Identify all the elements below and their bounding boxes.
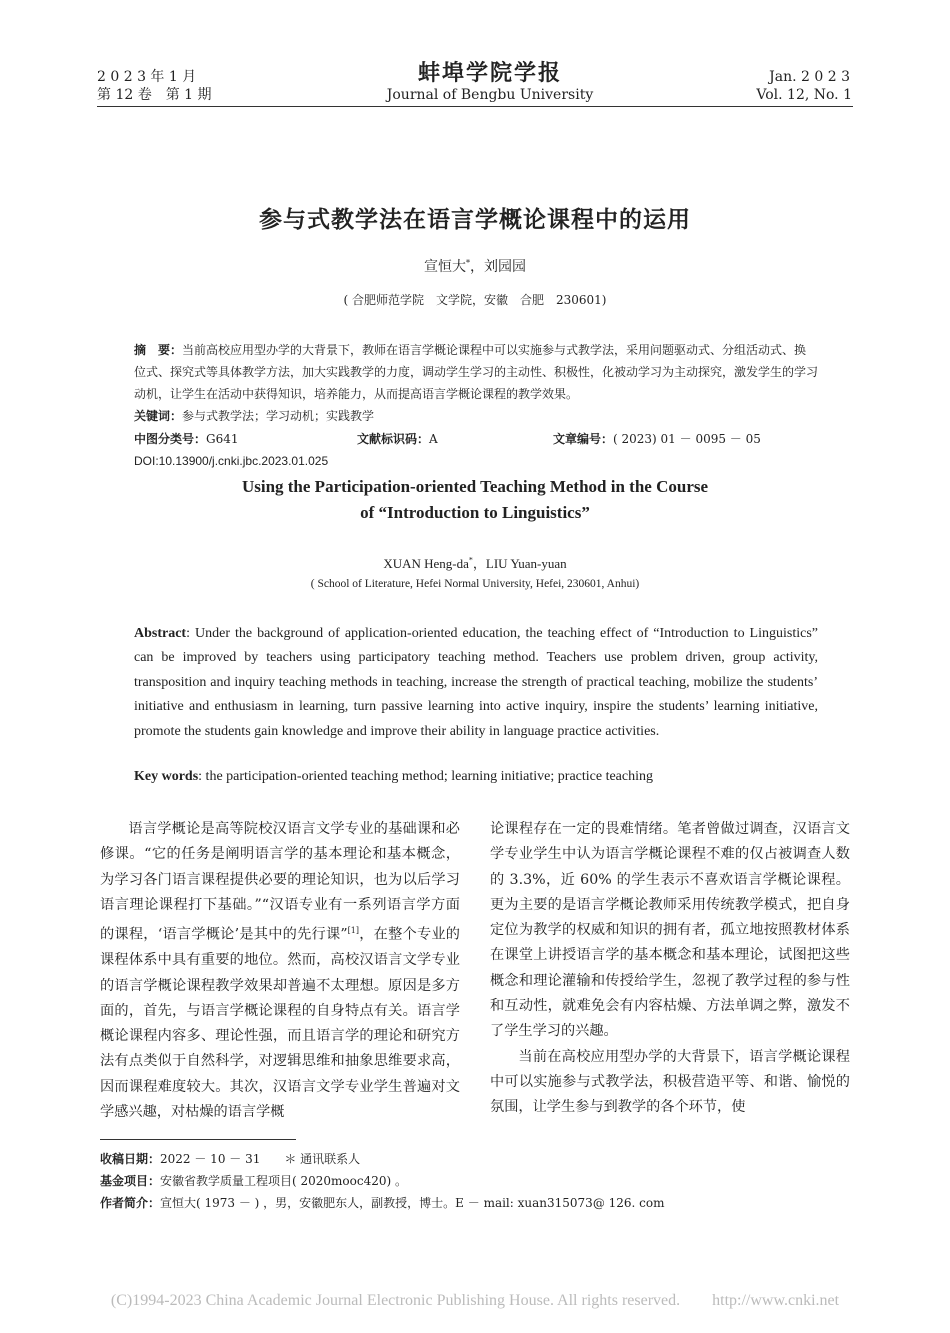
header-volume-en: Vol. 12, No. 1 [756, 87, 852, 103]
article-number-field [553, 428, 761, 450]
header-date-cn: 2 0 2 3 年 1 月 [97, 69, 197, 85]
received-label: 收稿日期： [100, 1152, 161, 1166]
paper-title-en [160, 474, 790, 526]
clc-field [134, 428, 239, 450]
abstract-en [134, 622, 818, 744]
affiliation-cn: ( 合肥师范学院 文学院，安徽 合肥 230601) [343, 293, 607, 307]
body-paragraph: 论课程存在一定的畏难情绪。笔者曾做过调查，汉语言文学专业学生中认为语言学概论课程不难的仅占被调查人数的 3.3%，近 60% 的学生表示不喜欢语言学概论课程。更为主要的是语言学概论教师采用传统教学模式，把自身定位为教学的权威和知识的拥有者，孤立地按照教材体系在课堂上讲授语言学的基本概念和基本理论，试图把这些概念和理论灌输和传授给学生，忽视了教学过程的参与性和互动性，就难免会有内容枯燥、方法单调之弊，激发不了学生学习的兴趣。 [490, 821, 850, 1040]
abstract-cn-text: 当前高校应用型办学的大背景下，教师在语言学概论课程中可以实施参与式教学法，采用问题驱动式、分组活动式、换位式、探究式等具体教学方法，加大实践教学的力度，调动学生学习的主动性、积极性，化被动学习为主动探究，激发学生的学习动机，让学生在活动中获得知识，培养能力，从而提高语言学概论课程的教学效果。 [134, 343, 819, 401]
abstract-en-text: : Under the background of application-oriented education, the teaching effect of “Introduction to Linguistics” can be improved by teachers using participatory teaching method. Teachers use problem driven, group activity, transposition and inquiry teaching methods in teaching, increase the strength of practical teaching, mobilize the students’ initiative and enthusiasm in learning, turn passive learning into active inquiry, inspire the students’ learning initiative, promote the students gain knowledge and improve their ability in language practice activities. [134, 626, 818, 739]
clc-value: G641 [206, 432, 239, 446]
header-volume-cn: 第 12 卷 第 1 期 [97, 87, 212, 103]
body-right-column [490, 817, 850, 1121]
body-paragraph [100, 817, 460, 1125]
body-text: 语言学概论是高等院校汉语言文学专业的基础课和必修课。“它的任务是阐明语言学的基本理论和基本概念，为学习各门语言课程提供必要的理论知识，也为以后学习语言理论课程打下基础。”“汉语专业有一系列语言学方面的课程，‘语言学概论’是其中的先行课” [100, 821, 460, 943]
footnote-author [100, 1194, 665, 1211]
clc-label: 中图分类号： [134, 432, 207, 446]
authors-en [0, 553, 950, 572]
author-name-cn-2: ，刘园园 [470, 259, 526, 275]
authors-cn [0, 256, 950, 276]
received-value: 2022 － 10 － 31 ＊ 通讯联系人 [160, 1152, 361, 1166]
corresponding-mark: * [466, 258, 470, 268]
paper-title-cn: 参与式教学法在语言学概论课程中的运用 [259, 207, 691, 233]
keywords-cn-text: 参与式教学法；学习动机；实践教学 [182, 409, 375, 423]
keywords-cn-label: 关键词： [134, 409, 183, 423]
keywords-en [134, 769, 818, 785]
body-paragraph: 当前在高校应用型办学的大背景下，语言学概论课程中可以实施参与式教学法，积极营造平等、和谐、愉悦的氛围，让学生参与到教学的各个环节，使 [490, 1048, 850, 1116]
author-bio-label: 作者简介： [100, 1196, 161, 1210]
author-bio-value: 宣恒大( 1973 － ) ，男，安徽肥东人，副教授，博士。E － mail: xuan315073@ 126. com [160, 1196, 665, 1210]
citation-ref: [1] [347, 926, 359, 936]
doi: DOI:10.13900/j.cnki.jbc.2023.01.025 [134, 454, 329, 468]
paper-title-en-line1: Using the Participation-oriented Teaching Method in the Course [241, 477, 709, 496]
corresponding-mark-en: * [468, 555, 473, 565]
abstract-en-label: Abstract [134, 626, 187, 641]
fund-value: 安徽省教学质量工程项目( 2020mooc420) 。 [160, 1174, 408, 1188]
doc-code-value: A [429, 432, 438, 446]
header-rule [97, 106, 853, 107]
doc-code-label: 文献标识码： [357, 432, 430, 446]
author-name-en: XUAN Heng-da [383, 556, 469, 571]
copyright-notice: (C)1994-2023 China Academic Journal Electronic Publishing House. All rights reserved. http://www.cnki.net [110, 1292, 840, 1309]
article-number-label: 文章编号： [553, 432, 614, 446]
body-left-column [100, 817, 460, 1125]
article-number-value: ( 2023) 01 － 0095 － 05 [613, 432, 761, 446]
keywords-en-label: Key words [134, 769, 199, 784]
paper-title-en-line2: of “Introduction to Linguistics” [360, 503, 590, 522]
author-name-cn: 宣恒大 [424, 259, 466, 275]
abstract-cn-label: 摘 要： [134, 343, 183, 357]
footnote-rule [100, 1139, 296, 1140]
doc-code-field [357, 428, 438, 450]
author-name-en-2: ，LIU Yuan-yuan [472, 556, 567, 571]
journal-name-en: Journal of Bengbu University [386, 87, 594, 103]
keywords-cn [134, 405, 818, 427]
body-text: ，在整个专业的课程体系中具有重要的地位。然而，高校汉语言文学专业的语言学概论课程教学效果却普遍不太理想。原因是多方面的，首先，与语言学概论课程的自身特点有关。语言学概论课程内容多、理论性强，而且语言学的理论和研究方法有点类似于自然科学，对逻辑思维和抽象思维要求高，因而课程难度较大。其次，汉语言文学专业学生普遍对文学感兴趣，对枯燥的语言学概 [100, 926, 460, 1120]
journal-name-cn: 蚌埠学院学报 [417, 61, 562, 86]
footnote-fund [100, 1172, 407, 1189]
header-date-en: Jan. 2 0 2 3 [769, 69, 850, 85]
keywords-en-text: : the participation-oriented teaching method; learning initiative; practice teaching [198, 769, 653, 784]
fund-label: 基金项目： [100, 1174, 161, 1188]
abstract-cn [134, 339, 818, 405]
affiliation-en: ( School of Literature, Hefei Normal University, Hefei, 230601, Anhui) [310, 578, 640, 590]
footnote-received [100, 1150, 360, 1167]
